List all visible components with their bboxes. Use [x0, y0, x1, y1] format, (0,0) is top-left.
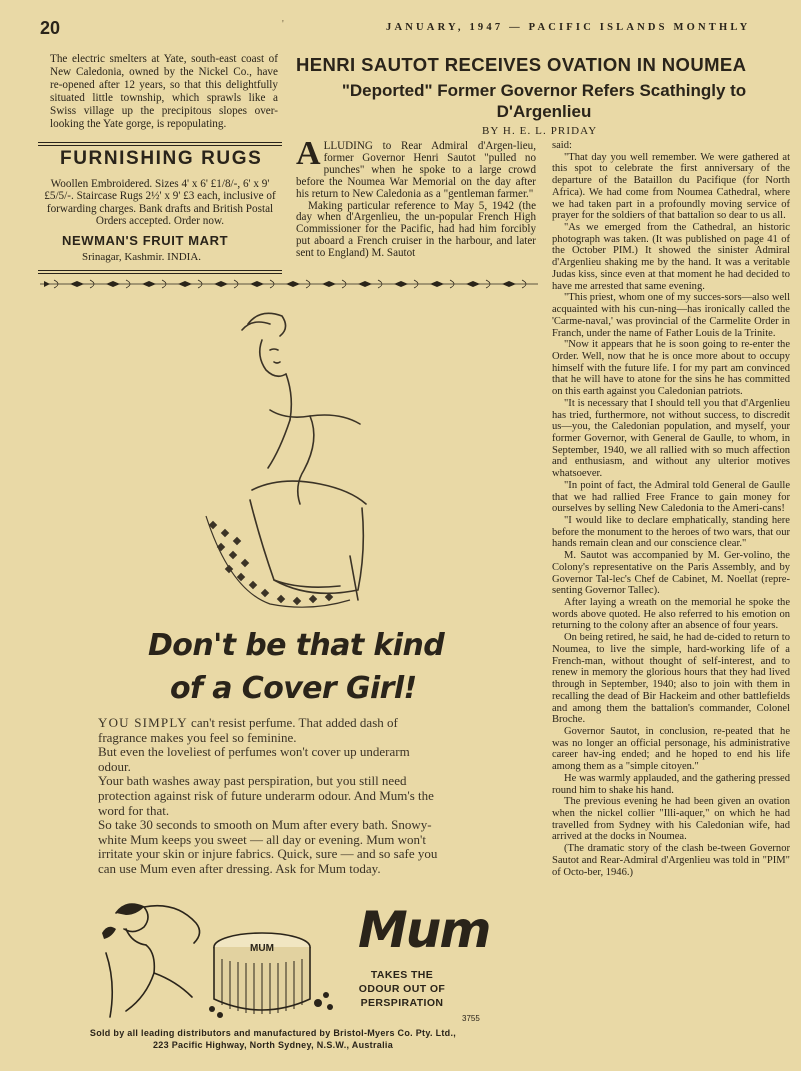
drop-cap: A	[296, 135, 321, 172]
article-paragraph: Making particular reference to May 5, 1942 (the day when d'Argenlieu, the un-popular French High Commissioner for the Pacific, had had him forcibly put aboard a French cruiser in the harbour, and later sent to England) M. Sautot	[296, 199, 536, 260]
ad-paragraph	[98, 716, 444, 745]
ad-paragraph: So take 30 seconds to smooth on Mum after every bath. Snowy-white Mum keeps you sweet — all day or evening. Mum won't irritate your skin or injure fabrics. Quick, sure — and so safe you can use Mum even after dressing. Ask for Mum today.	[98, 817, 438, 876]
rule-divider	[38, 270, 282, 274]
ad-text: can't resist perfume. That added dash of fragrance makes you feel so feminine.	[98, 715, 398, 745]
smelter-news-item: The electric smelters at Yate, south-east coast of New Caledonia, owned by the Nickel Co., have re-opened after 12 years, so that this delightfully situated little township, which sprawls like a Swiss village up the precipitous slopes over-looking the Yate gorge, is repopulating.	[50, 53, 278, 130]
ad-code: 3755	[462, 1014, 480, 1023]
article-paragraph: "As we emerged from the Cathedral, an historic photograph was taken. (It was published on page 41 of the October PIM.) It showed the sinister Admiral d'Argenlieu shaking me by the hand. It was a veritable Judas kiss, since even at that moment he had decided to have me arrested that same evening.	[552, 222, 790, 292]
article-paragraph: "It is necessary that I should tell you that d'Argenlieu has tried, furthermore, not without success, to discredit us—you, the Caledonian population, and myself, your former Governor, with General de Gaulle, to whom, in September, 1940, we all rallied with so much affection and enthusiasm, and without any ulterior motives whatsoever.	[552, 397, 790, 480]
article-paragraph: said:	[552, 140, 572, 151]
rugs-ad-shop: NEWMAN'S FRUIT MART	[62, 233, 229, 248]
article-paragraph: "That day you well remember. We were gathered at this spot to celebrate the first anniversary of the departure of the Bataillon du Pacifique (for North Africa). We had come from Noumea Cathedral, where we had taken part in a profoundly moving service of prayer for the soldiers of that battalion so dear to us all.	[552, 151, 790, 222]
ad-footer: Sold by all leading distributors and manufactured by Bristol-Myers Co. Pty. Ltd., 223 Pacific Highway, North Sydney, N.S.W., Australia	[89, 1028, 457, 1050]
article-subhead: "Deported" Former Governor Refers Scathingly to D'Argenlieu	[341, 81, 747, 121]
article-paragraph: He was warmly applauded, and the gathering pressed round him to shake his hand.	[552, 772, 790, 796]
rugs-ad-title: FURNISHING RUGS	[60, 148, 263, 169]
article-paragraph: "This priest, whom one of my succes-sors—also well acquainted with his cun-ning—has ironically called the 'Carme-naval,' was provincial of the Carmelite Order in Franch, under the name of Father Louis de la Trinite.	[552, 292, 790, 339]
article-paragraph: After laying a wreath on the memorial he spoke the words above quoted. He also referred to his emotion on returning to the colony after an absence of four years.	[552, 597, 790, 632]
rugs-advertisement	[38, 148, 282, 276]
article-paragraph: The previous evening he had been given an ovation when the nickel collier "Illi-aquer," on which he had travelled from Sydney with his Caledonian wife, had arrived at the docks in Noumea.	[552, 796, 790, 843]
article-headline: HENRI SAUTOT RECEIVES OVATION IN NOUMEA	[296, 54, 747, 75]
running-head: JANUARY, 1947 — PACIFIC ISLANDS MONTHLY	[386, 22, 751, 33]
mum-brand-logo: Mum	[358, 901, 490, 959]
rugs-ad-address: Srinagar, Kashmir. INDIA.	[82, 251, 202, 263]
ad-paragraph: But even the loveliest of perfumes won't cover up underarm odour.	[98, 744, 410, 774]
article-column-1	[296, 135, 536, 260]
mum-jar-illustration	[206, 925, 346, 1021]
ad-headline: Don't be that kind	[148, 628, 445, 663]
article-paragraph: LLUDING to Rear Admiral d'Argen-lieu, former Governor Henri Sautot "pulled no punches" when he spoke to a large crowd before the Noumea War Memorial on the day after his return to New Caledonia as a "gentleman farmer."	[296, 140, 536, 200]
article-byline: BY H. E. L. PRIDAY	[482, 125, 598, 137]
article-paragraph: Governor Sautot, in conclusion, re-peated that he was no longer an official personage, his administrative career hav-ing ended; and he hoped to end his life among them as a "simple citoyen."	[552, 725, 790, 773]
jar-label: MUM	[250, 943, 274, 954]
article-paragraph: "I would like to declare emphatically, standing here before the monument to the heroes of two wars, that our hands remain clean and our conscience clear."	[552, 515, 790, 550]
article-column-2	[552, 140, 790, 878]
rugs-ad-body: Woollen Embroidered. Sizes 4' x 6' £1/8/-, 6' x 9' £5/5/-. Staircase Rugs 2½' x 9' £3 each, inclusive of forwarding charges. Bank drafts and British Postal Orders accepted. Order now.	[44, 178, 276, 228]
rule-divider	[38, 142, 282, 146]
article-paragraph: "Now it appears that he is soon going to re-enter the Order. Well, now that he is once more about to occupy himself with the future life. I for my part am convinced that he will have to atone for the sins he has committed on this earth against you Caledonian patriots.	[552, 339, 790, 398]
article-paragraph: "In point of fact, the Admiral told General de Gaulle that we had rallied Free France to gain money for ourselves by selling New Caledonia to the Ameri-cans!	[552, 479, 790, 515]
ad-lead-in: YOU SIMPLY	[98, 715, 188, 730]
ad-illustration-woman	[190, 300, 440, 618]
mum-tagline: TAKES THE ODOUR OUT OF PERSPIRATION	[358, 969, 446, 1009]
ad-paragraph: Your bath washes away past perspiration, but you still need protection against risk of future underarm odour. And Mum's the word for that.	[98, 773, 434, 818]
ad-body	[98, 716, 444, 877]
ornamental-rule	[40, 278, 538, 290]
article-paragraph: (The dramatic story of the clash be-tween Governor Sautot and Rear-Admiral d'Argenlieu was told in "PIM" of Octo-ber, 1946.)	[552, 843, 790, 878]
ad-headline: of a Cover Girl!	[170, 671, 417, 706]
margin-mark: '	[282, 19, 284, 30]
article-paragraph: On being retired, he said, he had de-cided to return to Noumea, to live the simple, hard-working life of a French-man, without thought of self-interest, and to renew in memory the glorious hours that they had lived through in September, 1940; also to join with them in recalling the dead of Bir Hackeim and other battlefields and among them the battalion's commander, Colonel Broche.	[552, 632, 790, 726]
article-paragraph: M. Sautot was accompanied by M. Ger-volino, the Colony's representative on the Paris Assembly, and by Governor Tal-lec's Chef de Cabinet, M. Noellat (repre-senting Governor Tallec).	[552, 550, 790, 597]
page-number: 20	[40, 18, 61, 38]
